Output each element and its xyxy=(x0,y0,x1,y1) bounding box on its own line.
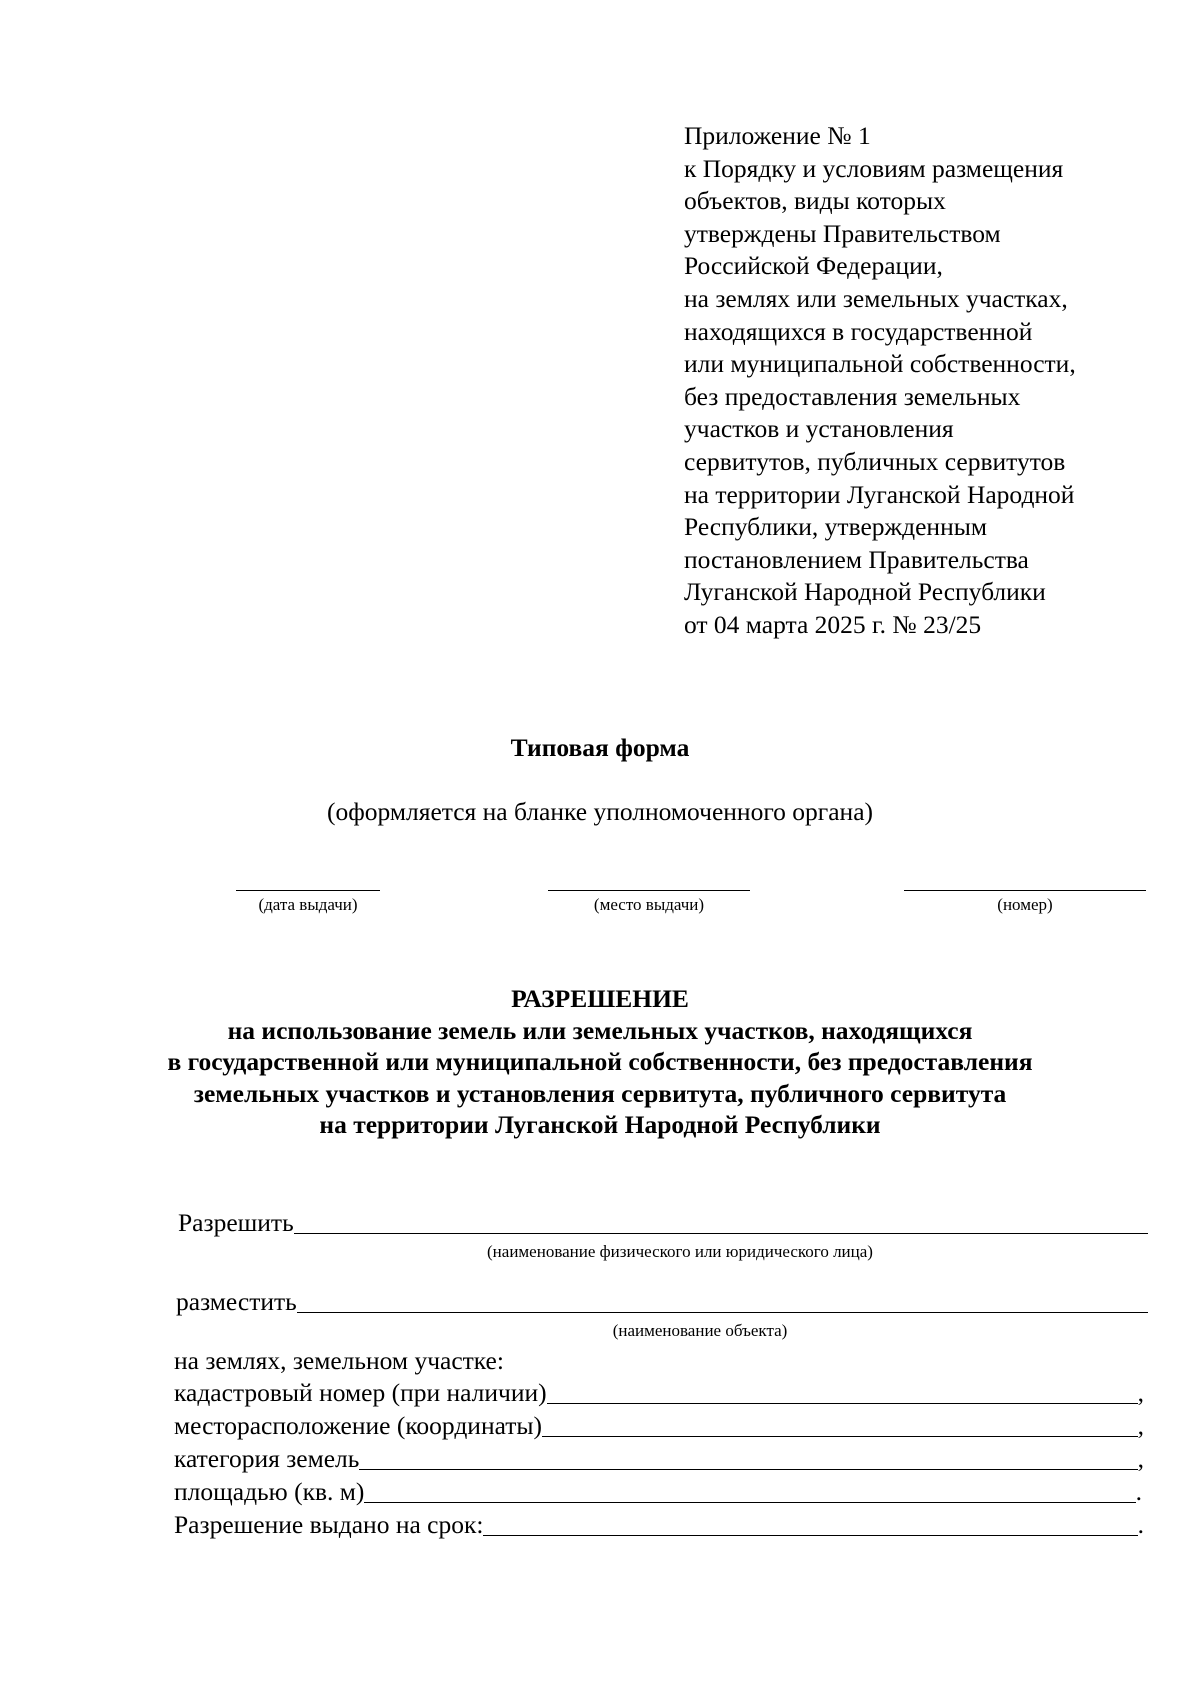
allow-caption: (наименование физического или юридического лица) xyxy=(487,1242,873,1261)
appendix-line: к Порядку и условиям размещения xyxy=(684,153,1064,183)
heading-line: земельных участков и установления сервитута, публичного сервитута xyxy=(193,1078,1007,1108)
allow-label: Разрешить xyxy=(178,1208,294,1237)
appendix-line: находящихся в государственной xyxy=(684,316,1033,346)
appendix-line: Приложение № 1 xyxy=(684,121,871,150)
term-row xyxy=(174,1510,1144,1540)
issue-number-line[interactable] xyxy=(904,868,1146,891)
place-caption: (наименование объекта) xyxy=(612,1321,788,1340)
location-row xyxy=(174,1411,1144,1441)
appendix-line: Российской Федерации, xyxy=(684,251,943,281)
allow-row xyxy=(178,1208,1148,1238)
appendix-line: без предоставления земельных xyxy=(684,381,1021,411)
cadastral-punct: , xyxy=(1137,1378,1144,1407)
category-field[interactable] xyxy=(359,1445,1137,1470)
area-row xyxy=(174,1477,1142,1507)
issue-number-caption: (номер) xyxy=(997,895,1053,914)
appendix-line: от 04 марта 2025 г. № 23/25 xyxy=(684,609,982,639)
area-label: площадью (кв. м) xyxy=(174,1477,365,1506)
appendix-line: Луганской Народной Республики xyxy=(684,577,1046,607)
issue-place-line[interactable] xyxy=(548,868,750,891)
term-label: Разрешение выдано на срок: xyxy=(174,1510,484,1539)
appendix-line: сервитутов, публичных сервитутов xyxy=(684,446,1066,476)
issue-date-line[interactable] xyxy=(236,868,380,891)
place-label: разместить xyxy=(176,1287,297,1316)
issue-number-blank xyxy=(904,868,1146,915)
appendix-line: объектов, виды которых xyxy=(684,186,946,216)
cadastral-field[interactable] xyxy=(547,1379,1138,1404)
heading-line: в государственной или муниципальной собственности, без предоставления xyxy=(167,1047,1033,1076)
appendix-line: Республики, утвержденным xyxy=(684,512,987,542)
heading-line: на использование земель или земельных участков, находящихся xyxy=(227,1015,973,1045)
place-field[interactable] xyxy=(297,1288,1148,1313)
cadastral-label: кадастровый номер (при наличии) xyxy=(174,1378,547,1407)
issue-date-blank xyxy=(236,868,380,915)
issue-place-caption: (место выдачи) xyxy=(593,895,705,914)
form-title: Типовая форма xyxy=(510,733,690,762)
term-punct: . xyxy=(1137,1510,1144,1539)
appendix-line: утверждены Правительством xyxy=(684,218,1001,248)
category-punct: , xyxy=(1137,1444,1144,1473)
category-row xyxy=(174,1444,1144,1474)
appendix-block xyxy=(684,120,1164,642)
allow-field[interactable] xyxy=(294,1209,1148,1234)
form-subtitle: (оформляется на бланке уполномоченного органа) xyxy=(326,797,874,826)
appendix-line: постановлением Правительства xyxy=(684,544,1029,574)
permit-heading xyxy=(0,983,1200,1141)
appendix-line: на землях или земельных участках, xyxy=(684,283,1068,313)
location-punct: , xyxy=(1137,1411,1144,1440)
term-field[interactable] xyxy=(483,1511,1137,1536)
heading-line: на территории Луганской Народной Республики xyxy=(319,1110,881,1139)
place-row xyxy=(176,1287,1148,1317)
issue-date-caption: (дата выдачи) xyxy=(258,895,358,914)
area-punct: . xyxy=(1135,1477,1142,1506)
appendix-line: или муниципальной собственности, xyxy=(684,349,1076,379)
location-label: месторасположение (координаты) xyxy=(174,1411,543,1440)
cadastral-row xyxy=(174,1378,1144,1408)
location-field[interactable] xyxy=(542,1412,1138,1437)
appendix-line: на территории Луганской Народной xyxy=(684,479,1075,509)
area-field[interactable] xyxy=(364,1478,1135,1503)
issue-place-blank xyxy=(548,868,750,915)
appendix-line: участков и установления xyxy=(684,414,954,444)
lands-label: на землях, земельном участке: xyxy=(174,1346,504,1375)
heading-title: РАЗРЕШЕНИЕ xyxy=(511,984,689,1013)
category-label: категория земель xyxy=(174,1444,360,1473)
